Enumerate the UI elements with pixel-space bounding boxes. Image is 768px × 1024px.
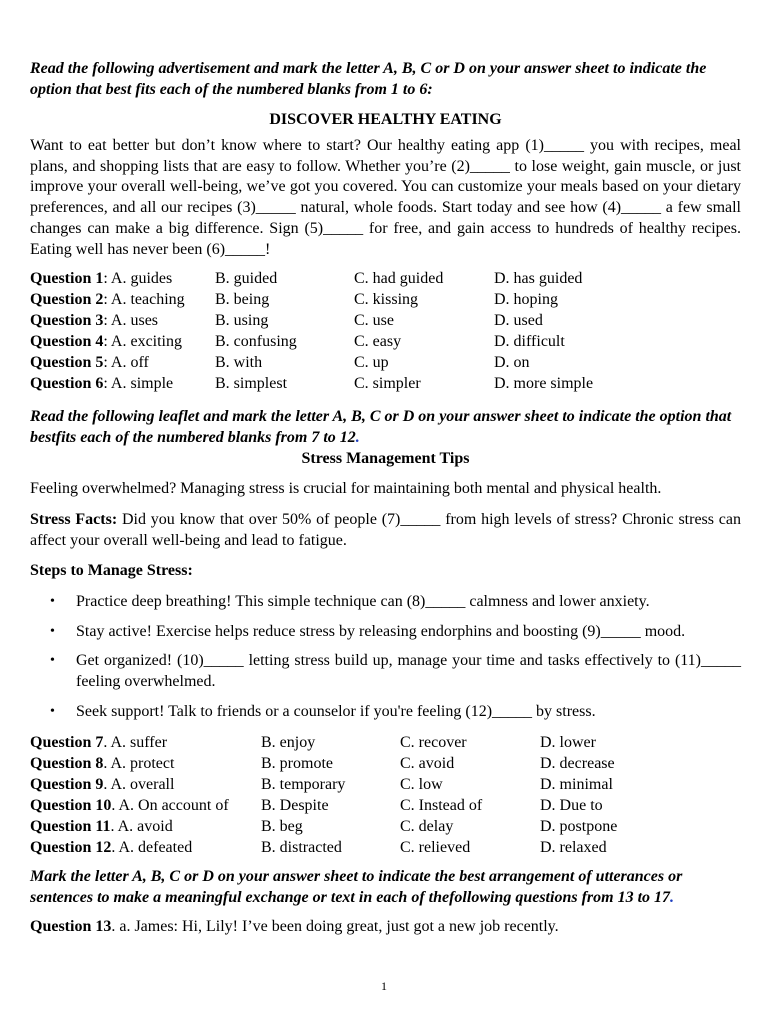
option-b: B. Despite: [261, 796, 329, 814]
option-c: C. relieved: [400, 838, 471, 856]
section1-instruction: Read the following advertisement and mark the letter A, B, C or D on your answer sheet to indicate the option that best fits each of the numbered blanks from 1 to 6:: [30, 60, 707, 98]
option-b: B. confusing: [215, 333, 297, 351]
list-item: • Practice deep breathing! This simple technique can (8)_____ calmness and lower anxiety.: [30, 592, 741, 613]
option-a: . A. suffer: [103, 733, 168, 751]
option-c: C. kissing: [354, 291, 419, 309]
option-d: D. has guided: [494, 270, 583, 288]
question-label: Question 10: [30, 796, 112, 814]
question-label: Question 2: [30, 291, 104, 309]
option-a: . A. defeated: [111, 838, 193, 856]
option-c: C. up: [354, 354, 389, 372]
question-row: [30, 795, 741, 816]
question-row: [30, 373, 741, 394]
question-label: Question 5: [30, 354, 104, 372]
list-item: • Seek support! Talk to friends or a counselor if you're feeling (12)_____ by stress.: [30, 702, 741, 723]
option-a: : A. off: [103, 354, 149, 372]
option-c: C. delay: [400, 817, 454, 835]
page-number: 1: [381, 979, 387, 993]
option-d: D. postpone: [540, 817, 618, 835]
question-label: Question 8: [30, 754, 104, 772]
question-row: [30, 837, 741, 858]
list-item: • Get organized! (10)_____ letting stress build up, manage your time and tasks effectively to (11)_____ feeling overwhelmed.: [30, 651, 741, 692]
option-d: D. decrease: [540, 754, 615, 772]
option-d: D. minimal: [540, 775, 613, 793]
option-c: C. use: [354, 312, 394, 330]
option-b: B. guided: [215, 270, 278, 288]
option-c: C. simpler: [354, 375, 421, 393]
question-row: [30, 310, 741, 331]
option-a: : A. simple: [103, 375, 174, 393]
question-row: [30, 268, 741, 289]
option-d: D. difficult: [494, 333, 565, 351]
section2-instruction-end: .: [355, 429, 360, 447]
option-a: . A. avoid: [110, 817, 173, 835]
option-a: : A. uses: [103, 312, 159, 330]
option-b: B. with: [215, 354, 263, 372]
option-d: D. Due to: [540, 796, 603, 814]
question-13: [30, 917, 741, 938]
option-c: C. avoid: [400, 754, 455, 772]
section1-questions: [30, 268, 741, 394]
question-row: [30, 289, 741, 310]
question-label: Question 9: [30, 775, 104, 793]
option-a: : A. teaching: [103, 291, 185, 309]
option-b: B. enjoy: [261, 733, 316, 751]
option-b: B. using: [215, 312, 269, 330]
option-c: C. Instead of: [400, 796, 483, 814]
option-a: : A. exciting: [103, 333, 182, 351]
option-a: . A. On account of: [111, 796, 229, 814]
question-13-text: . a. James: Hi, Lily! I’ve been doing great, just got a new job recently.: [111, 917, 559, 935]
question-label: Question 3: [30, 312, 104, 330]
document-page: [30, 58, 741, 945]
option-c: C. recover: [400, 733, 467, 751]
steps-list: [30, 592, 741, 723]
option-d: D. lower: [540, 733, 596, 751]
option-d: D. hoping: [494, 291, 558, 309]
option-b: B. being: [215, 291, 270, 309]
section3-instruction-end: .: [670, 888, 675, 906]
question-label: Question 4: [30, 333, 104, 351]
stress-facts: [30, 510, 741, 551]
stress-facts-label: Stress Facts:: [30, 510, 118, 528]
option-a: : A. guides: [103, 270, 173, 288]
option-c: C. low: [400, 775, 443, 793]
section2-questions: [30, 732, 741, 858]
section1-title: DISCOVER HEALTHY EATING: [269, 111, 502, 128]
question-label: Question 12: [30, 838, 112, 856]
question-row: [30, 816, 741, 837]
option-b: B. distracted: [261, 838, 342, 856]
question-label: Question 1: [30, 270, 104, 288]
option-b: B. simplest: [215, 375, 288, 393]
option-b: B. promote: [261, 754, 333, 772]
question-label: Question 13: [30, 917, 112, 935]
option-d: D. on: [494, 354, 530, 372]
option-c: C. had guided: [354, 270, 444, 288]
question-label: Question 7: [30, 733, 104, 751]
option-b: B. temporary: [261, 775, 346, 793]
option-c: C. easy: [354, 333, 402, 351]
question-row: [30, 331, 741, 352]
option-b: B. beg: [261, 817, 303, 835]
option-d: D. relaxed: [540, 838, 607, 856]
question-row: [30, 774, 741, 795]
steps-label: Steps to Manage Stress:: [30, 562, 193, 580]
section1-passage: Want to eat better but don’t know where to start? Our healthy eating app (1)_____ you with recipes, meal plans, and shopping lists that are easy to follow. Whether you’re (2)_____ to lose weight, gain muscle, or just improve your overall well-being, we’ve got you covered. You can customize your meals based on your dietary preferences, and all our recipes (3)_____ natural, whole foods. Start today and see how (4)_____ a few small changes can make a big difference. Sign (5)_____ for free, and gain access to hundreds of healthy recipes. Eating well has never been (6)_____!: [30, 137, 741, 258]
option-a: . A. protect: [103, 754, 175, 772]
section3-instruction: [30, 866, 741, 908]
section2-instruction-text: Read the following leaflet and mark the letter A, B, C or D on your answer sheet to indicate the option that bestfits each of the numbered blanks from 7 to 12: [30, 408, 732, 447]
list-item: • Stay active! Exercise helps reduce stress by releasing endorphins and boosting (9)_____ mood.: [30, 622, 741, 643]
section3-instruction-text: Mark the letter A, B, C or D on your answer sheet to indicate the best arrangement of utterances or sentences to make a meaningful exchange or text in each of thefollowing questions from 13 to 17: [30, 867, 683, 906]
question-label: Question 6: [30, 375, 104, 393]
question-label: Question 11: [30, 817, 111, 835]
option-a: . A. overall: [103, 775, 175, 793]
option-d: D. more simple: [494, 375, 594, 393]
question-row: [30, 732, 741, 753]
section2-instruction: [30, 406, 741, 448]
stress-facts-text: Did you know that over 50% of people (7)_____ from high levels of stress? Chronic stress can affect your overall well-being and lead to fatigue.: [30, 510, 742, 549]
question-row: [30, 753, 741, 774]
section2-title: Stress Management Tips: [301, 450, 470, 468]
section2-intro: Feeling overwhelmed? Managing stress is crucial for maintaining both mental and physical health.: [30, 480, 662, 498]
option-d: D. used: [494, 312, 543, 330]
question-row: [30, 352, 741, 373]
